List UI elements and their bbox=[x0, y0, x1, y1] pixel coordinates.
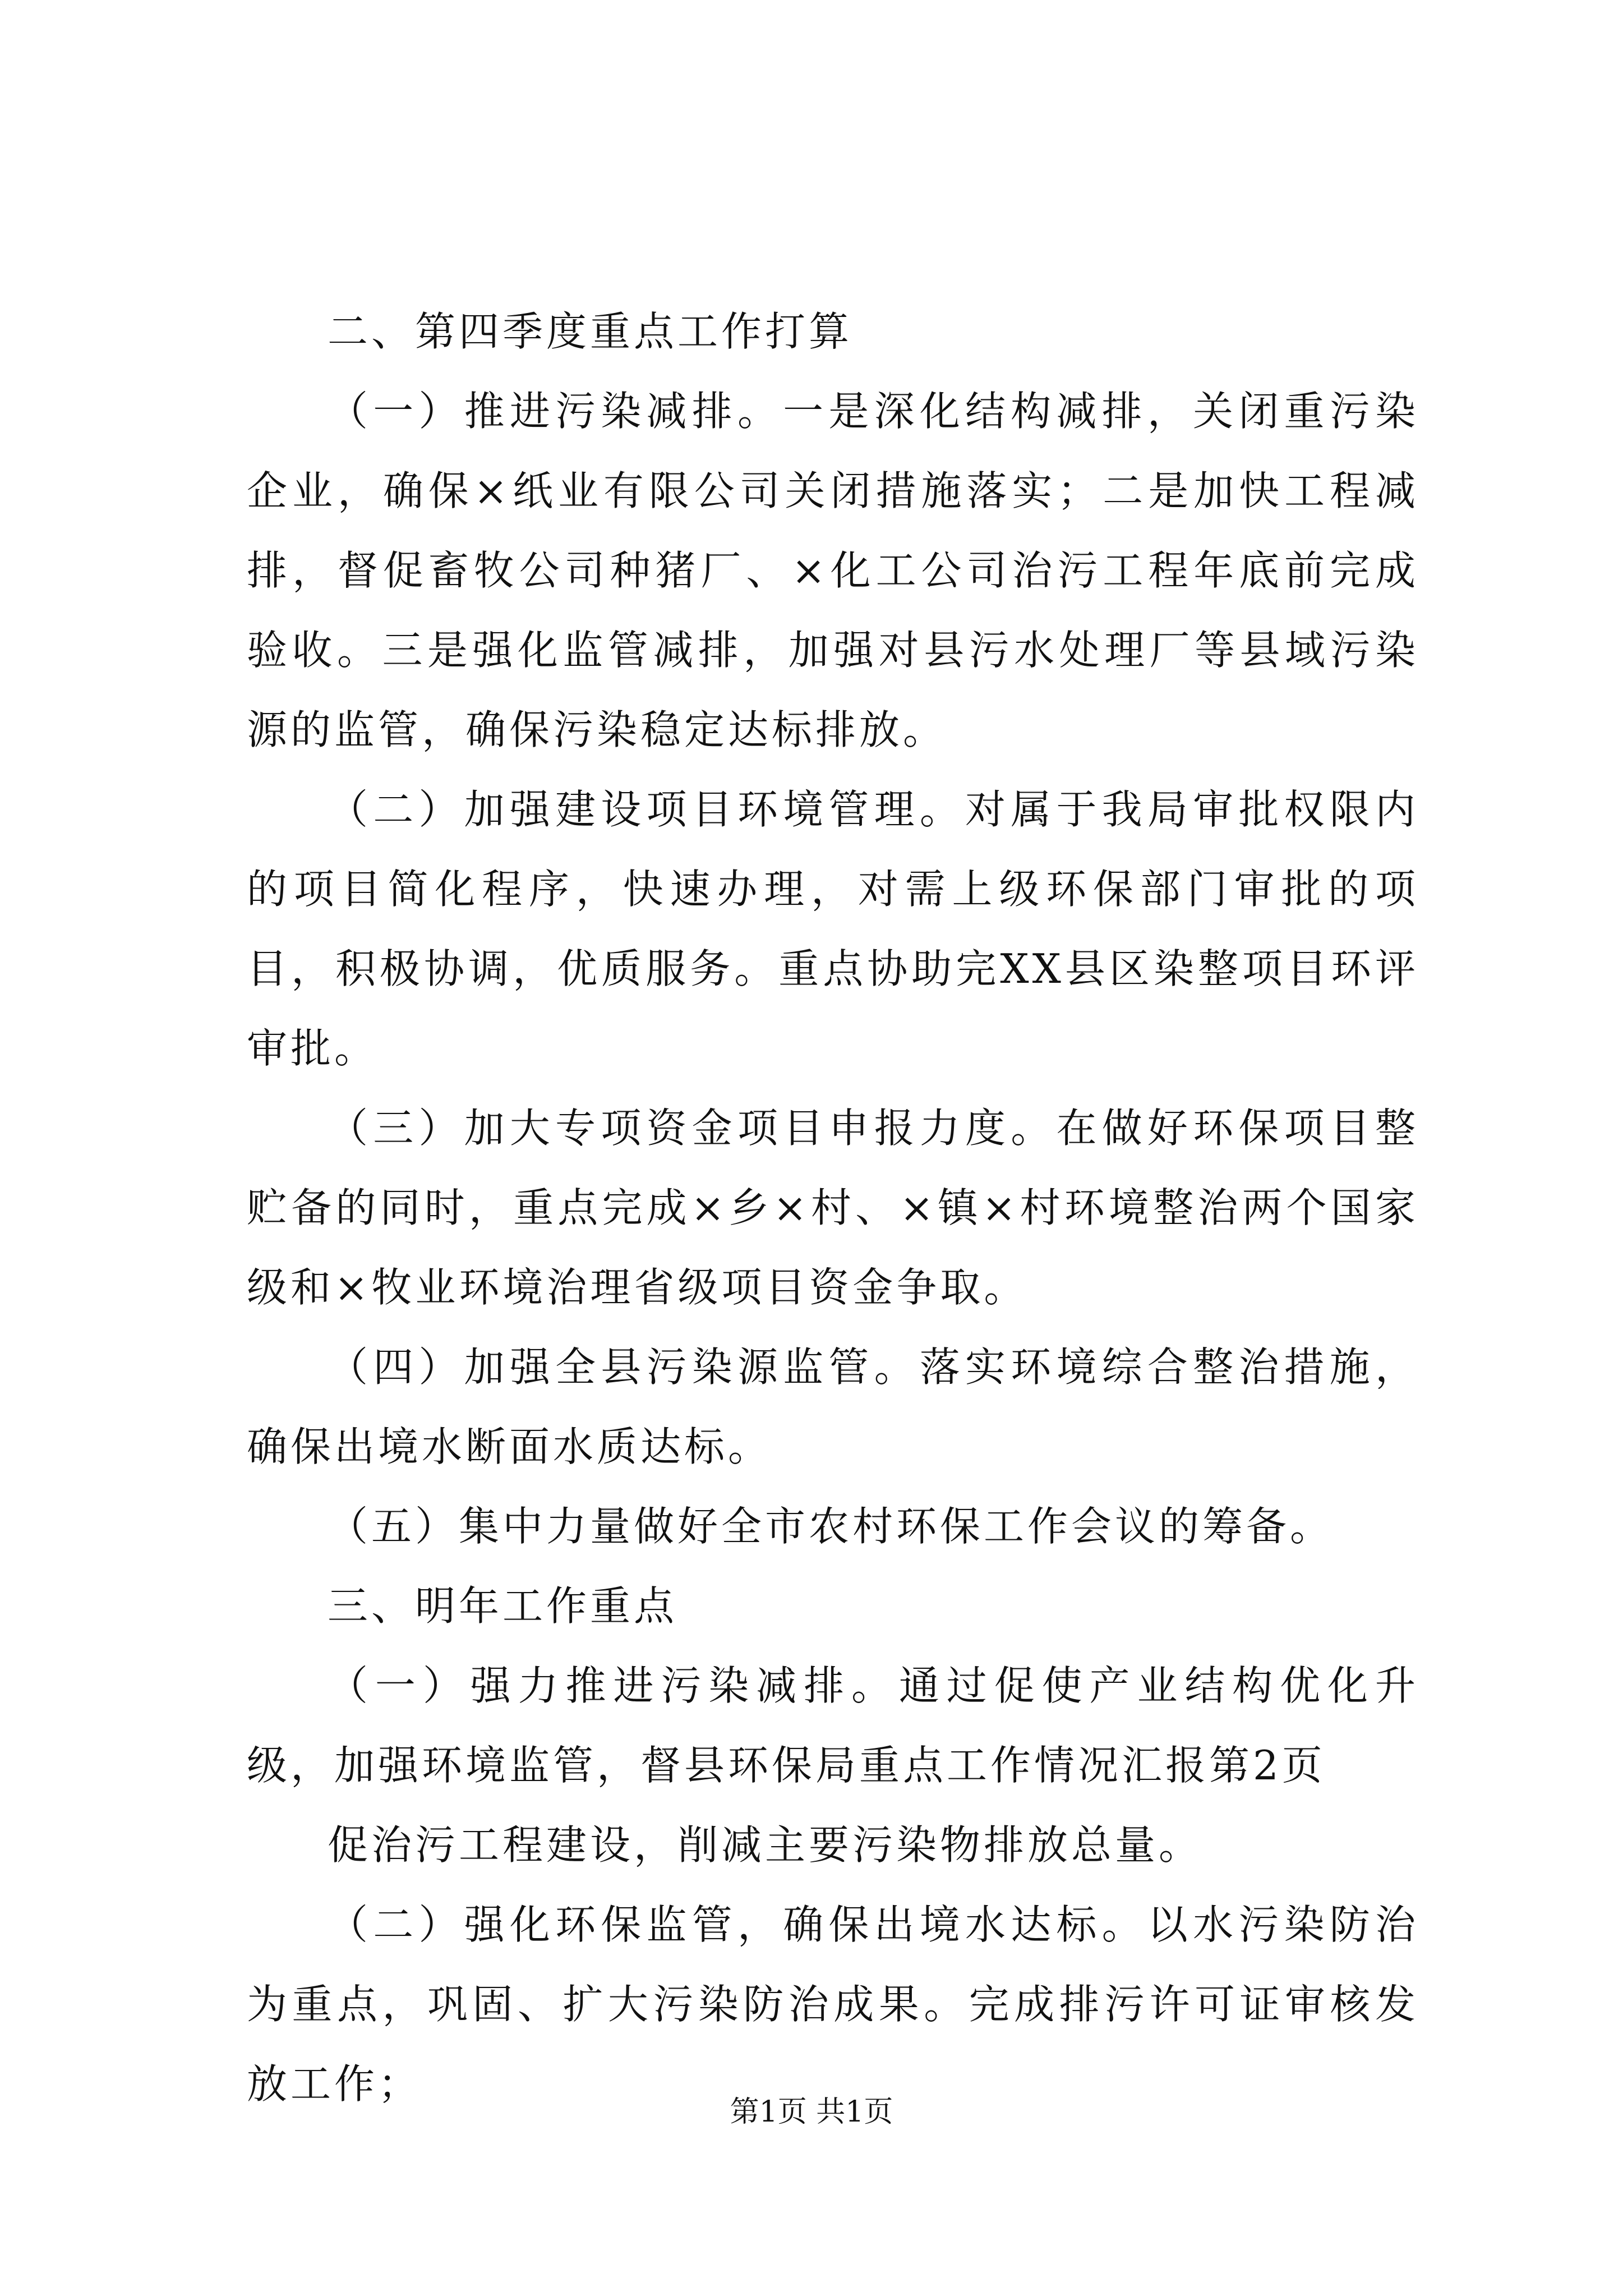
document-body bbox=[247, 292, 1419, 2124]
paragraph-continuation: 促治污工程建设，削减主要污染物排放总量。 bbox=[328, 1821, 1203, 1869]
paragraph-funding-application: （三）加大专项资金项目申报力度。在做好环保项目整贮备的同时，重点完成×乡×村、×镇×村环境整治两个国家级和×牧业环境治理省级项目资金争取。 bbox=[247, 1105, 1419, 1311]
paragraph-meeting-preparation: （五）集中力量做好全市农村环保工作会议的筹备。 bbox=[328, 1503, 1334, 1550]
paragraph-pollution-supervision: （四）加强全县污染源监管。落实环境综合整治措施，确保出境水断面水质达标。 bbox=[247, 1343, 1419, 1470]
section-heading-q4-plan: 二、第四季度重点工作打算 bbox=[328, 308, 853, 355]
section-heading-next-year: 三、明年工作重点 bbox=[328, 1582, 678, 1630]
paragraph-project-management: （二）加强建设项目环境管理。对属于我局审批权限内的项目简化程序，快速办理，对需上级环保部门审批的项目，积极协调，优质服务。重点协助完XX县区染整项目环评审批。 bbox=[247, 786, 1419, 1072]
paragraph-next-year-reduction: （一）强力推进污染减排。通过促使产业结构优化升级，加强环境监管，督县环保局重点工作情况汇报第2页 bbox=[247, 1662, 1419, 1789]
paragraph-pollution-reduction: （一）推进污染减排。一是深化结构减排，关闭重污染企业，确保×纸业有限公司关闭措施落实；二是加快工程减排，督促畜牧公司种猪厂、×化工公司治污工程年底前完成验收。三是强化监管减排，加强对县污水处理厂等县域污染源的监管，确保污染稳定达标排放。 bbox=[247, 388, 1419, 753]
paragraph-environmental-supervision: （二）强化环保监管，确保出境水达标。以水污染防治为重点，巩固、扩大污染防治成果。完成排污许可证审核发放工作； bbox=[247, 1901, 1419, 2108]
page-number-footer: 第1页 共1页 bbox=[730, 2095, 893, 2129]
